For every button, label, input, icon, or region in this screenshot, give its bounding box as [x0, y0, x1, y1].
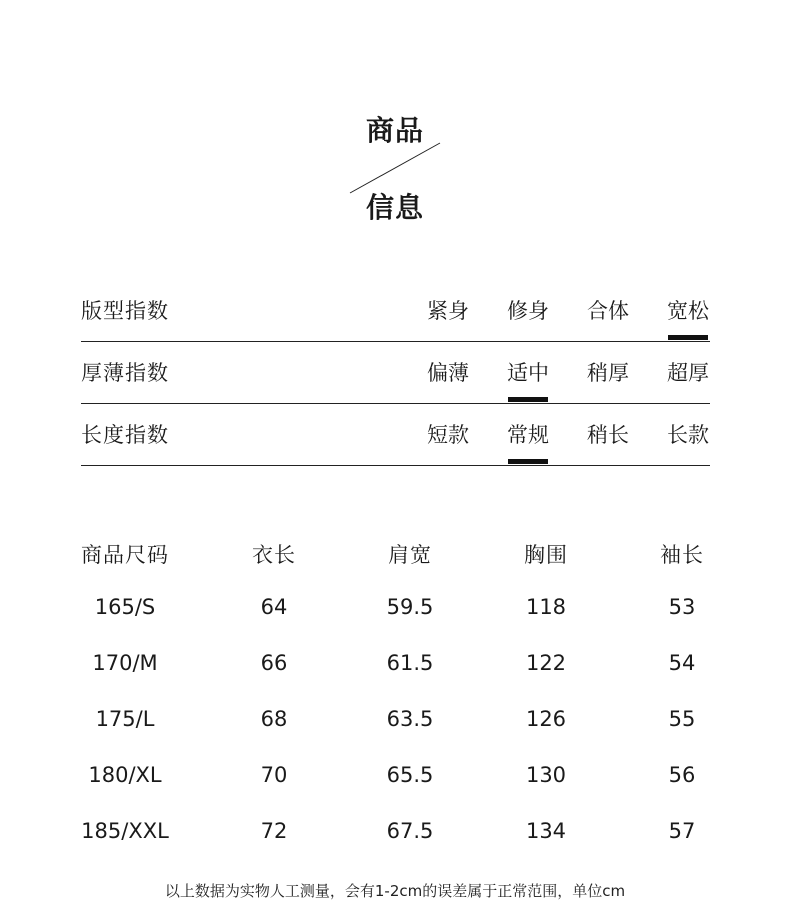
title-line-2: 信息 [365, 191, 424, 224]
table-cell: 165/S [94, 595, 156, 619]
index-option: 偏薄 [427, 361, 469, 385]
index-option: 宽松 [663, 295, 713, 325]
index-option: 紧身 [427, 299, 469, 323]
table-cell: 67.5 [386, 819, 434, 843]
index-label: 长度指数 [81, 423, 169, 447]
table-cell: 130 [525, 763, 567, 787]
table-cell: 118 [525, 595, 567, 619]
index-option: 合体 [587, 299, 629, 323]
index-row-length [81, 404, 710, 466]
index-option: 长款 [667, 423, 709, 447]
table-cell: 53 [668, 595, 696, 619]
table-row [60, 637, 760, 693]
table-cell: 185/XXL [81, 819, 169, 843]
table-cell: 65.5 [386, 763, 434, 787]
table-cell: 126 [525, 707, 567, 731]
header-cell: 胸围 [524, 543, 568, 567]
table-row [60, 581, 760, 637]
index-option: 稍厚 [587, 361, 629, 385]
index-option: 修身 [507, 299, 549, 323]
table-cell: 55 [668, 707, 696, 731]
index-option: 超厚 [667, 361, 709, 385]
header-cell: 商品尺码 [81, 543, 169, 567]
header-cell: 肩宽 [388, 543, 432, 567]
table-row [60, 805, 760, 861]
table-cell: 180/XL [88, 763, 162, 787]
table-cell: 134 [525, 819, 567, 843]
table-row [60, 693, 760, 749]
measurement-footnote: 以上数据为实物人工测量，会有1-2cm的误差属于正常范围，单位cm [164, 882, 626, 900]
table-cell: 72 [260, 819, 288, 843]
selected-indicator [508, 397, 548, 402]
index-label: 厚薄指数 [81, 361, 169, 385]
index-table [81, 280, 710, 466]
table-cell: 56 [668, 763, 696, 787]
title-line-1: 商品 [365, 114, 424, 147]
index-option: 适中 [503, 357, 553, 387]
index-row-fit [81, 280, 710, 342]
selected-indicator [508, 459, 548, 464]
table-cell: 57 [668, 819, 696, 843]
size-table [60, 525, 760, 861]
table-cell: 122 [525, 651, 567, 675]
table-cell: 170/M [92, 651, 158, 675]
index-label: 版型指数 [81, 299, 169, 323]
selected-indicator [668, 335, 708, 340]
table-cell: 63.5 [386, 707, 434, 731]
table-cell: 68 [260, 707, 288, 731]
header-cell: 衣长 [252, 543, 296, 567]
section-title [0, 0, 790, 240]
table-cell: 66 [260, 651, 288, 675]
table-cell: 61.5 [386, 651, 434, 675]
table-row [60, 749, 760, 805]
table-cell: 70 [260, 763, 288, 787]
index-option: 常规 [503, 419, 553, 449]
table-cell: 54 [668, 651, 696, 675]
table-cell: 59.5 [386, 595, 434, 619]
size-table-header [60, 525, 760, 581]
table-cell: 64 [260, 595, 288, 619]
header-cell: 袖长 [660, 543, 704, 567]
table-cell: 175/L [95, 707, 155, 731]
index-option: 稍长 [587, 423, 629, 447]
index-row-thickness [81, 342, 710, 404]
index-option: 短款 [427, 423, 469, 447]
